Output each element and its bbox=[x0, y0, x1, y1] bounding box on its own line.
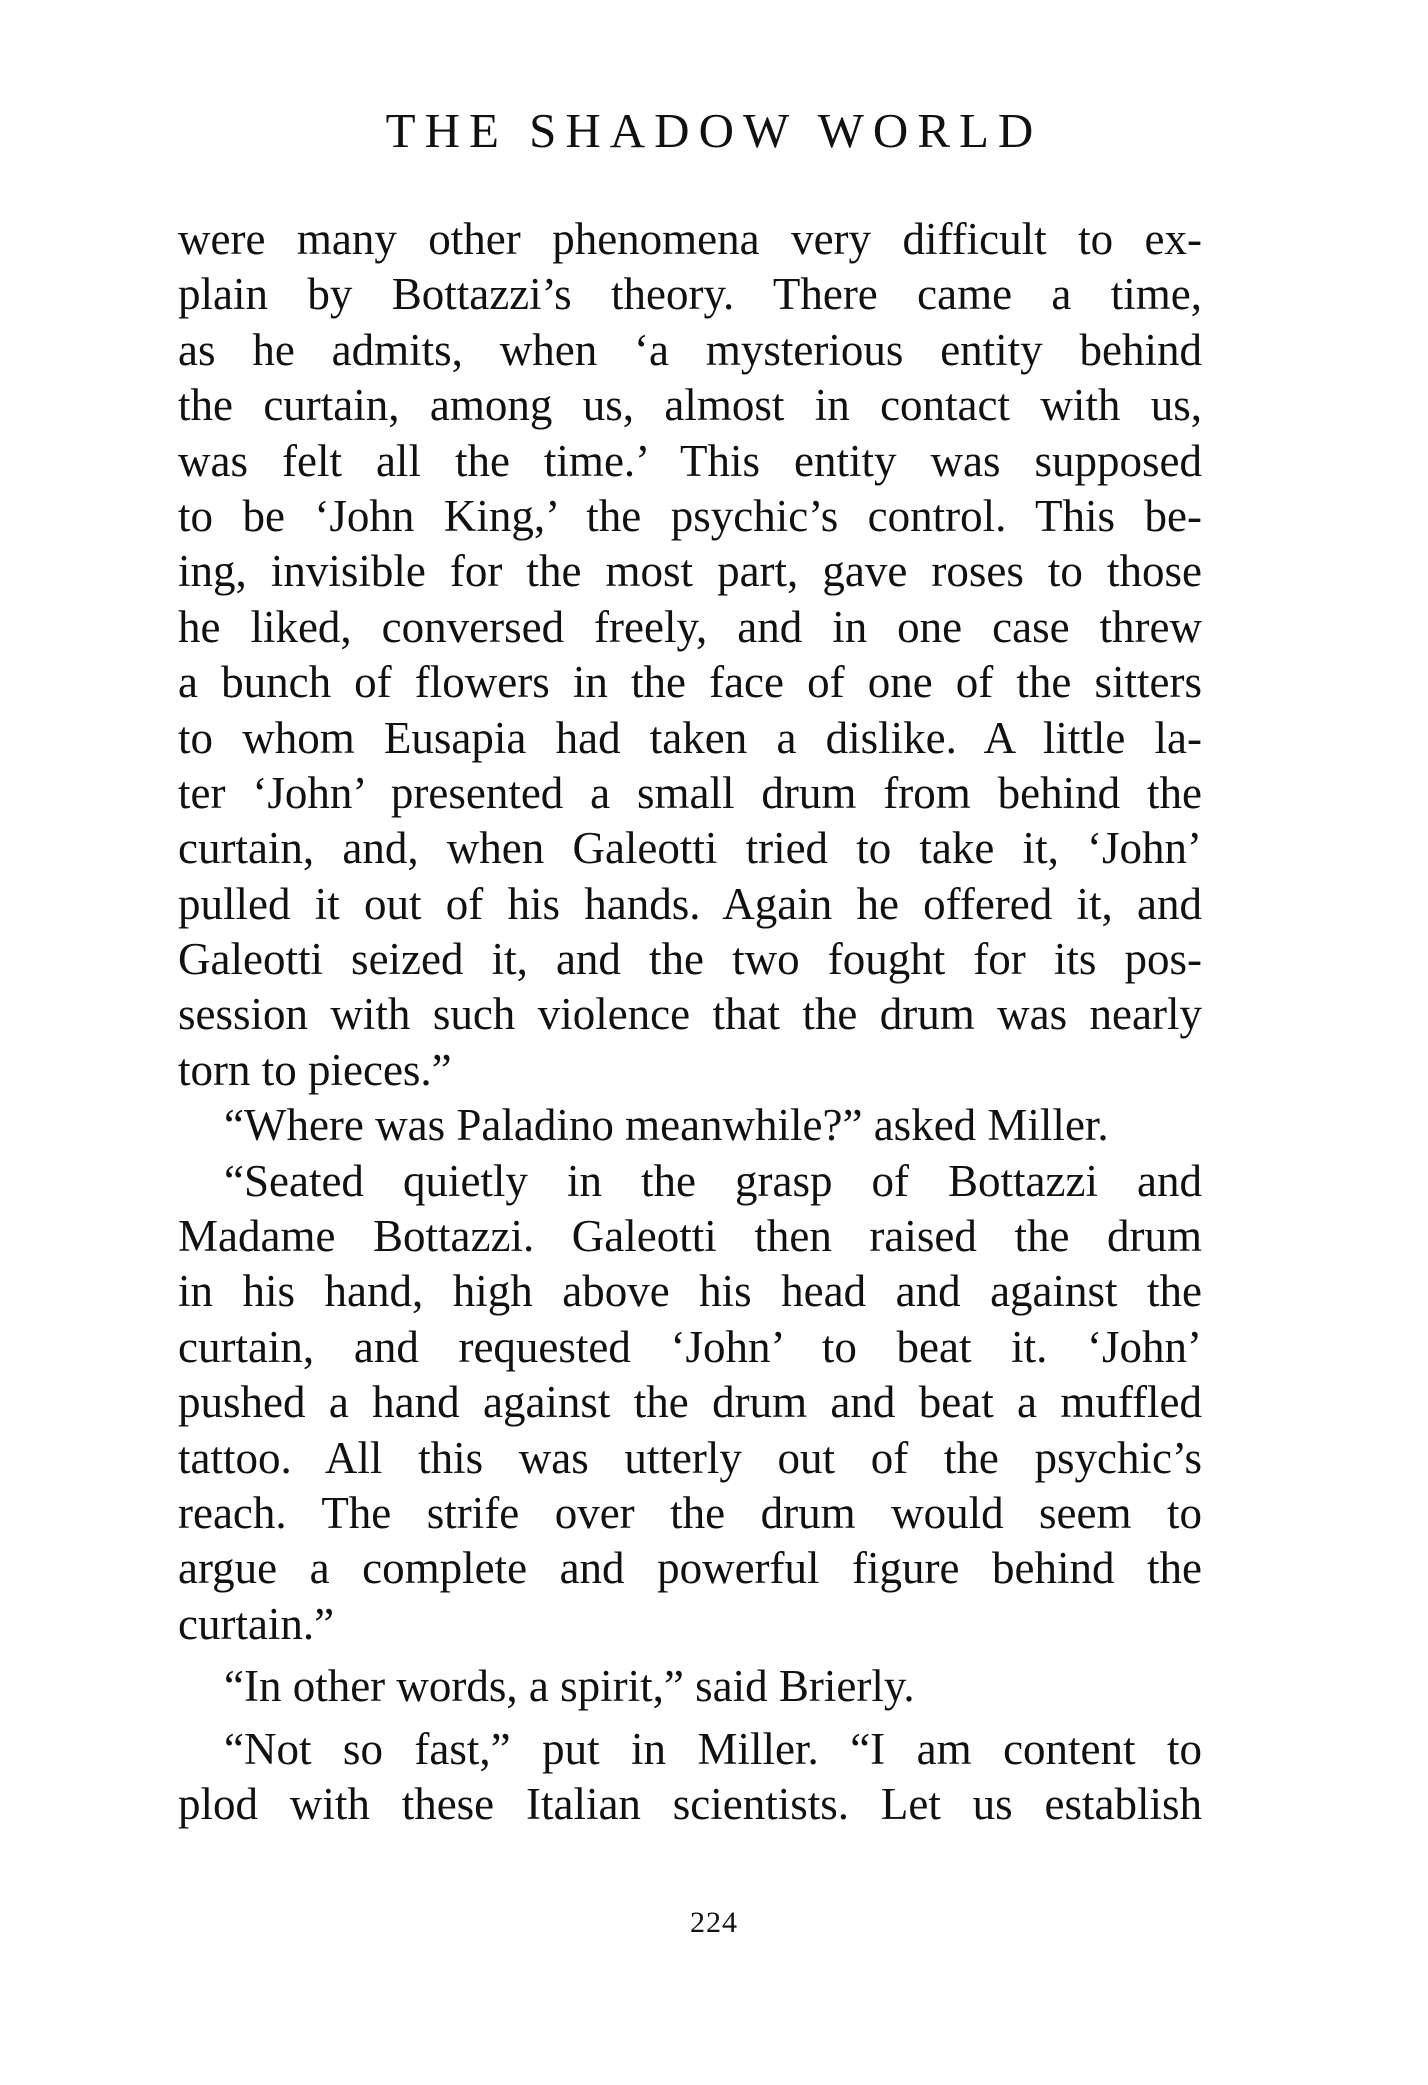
text-line: a bunch of flowers in the face of one of the sitters bbox=[178, 657, 1202, 708]
text-line: Madame Bottazzi. Galeotti then raised the drum bbox=[178, 1211, 1202, 1262]
text-line: curtain, and, when Galeotti tried to take it, ‘John’ bbox=[178, 823, 1202, 874]
text-line: in his hand, high above his head and against the bbox=[178, 1266, 1202, 1317]
text-line: Galeotti seized it, and the two fought for its pos- bbox=[178, 934, 1202, 985]
text-line: argue a complete and powerful figure behind the bbox=[178, 1543, 1202, 1594]
page-number: 224 bbox=[690, 1906, 738, 1939]
text-line: “Where was Paladino meanwhile?” asked Miller. bbox=[224, 1100, 1109, 1151]
text-line: pushed a hand against the drum and beat a muffled bbox=[178, 1377, 1202, 1428]
text-line: plain by Bottazzi’s theory. There came a time, bbox=[178, 269, 1202, 320]
text-line: was felt all the time.’ This entity was supposed bbox=[178, 435, 1202, 486]
text-line: “Not so fast,” put in Miller. “I am content to bbox=[224, 1723, 1202, 1774]
body-text bbox=[178, 212, 1202, 1832]
text-line: ter ‘John’ presented a small drum from behind the bbox=[178, 767, 1202, 818]
text-line: “In other words, a spirit,” said Brierly. bbox=[224, 1661, 915, 1712]
text-line: tattoo. All this was utterly out of the psychic’s bbox=[178, 1432, 1202, 1483]
text-line: to whom Eusapia had taken a dislike. A little la- bbox=[178, 712, 1202, 763]
text-line: curtain.” bbox=[178, 1598, 335, 1649]
text-line: as he admits, when ‘a mysterious entity behind bbox=[178, 324, 1202, 375]
text-line: plod with these Italian scientists. Let us establish bbox=[178, 1778, 1202, 1829]
text-line: the curtain, among us, almost in contact with us, bbox=[178, 380, 1202, 431]
text-line: pulled it out of his hands. Again he offered it, and bbox=[178, 878, 1202, 929]
running-head: THE SHADOW WORLD bbox=[385, 103, 1043, 158]
text-line: to be ‘John King,’ the psychic’s control. This be- bbox=[178, 490, 1202, 541]
text-line: torn to pieces.” bbox=[178, 1044, 452, 1095]
text-line: ing, invisible for the most part, gave roses to those bbox=[178, 546, 1202, 597]
text-line: session with such violence that the drum was nearly bbox=[178, 989, 1202, 1040]
text-line: curtain, and requested ‘John’ to beat it. ‘John’ bbox=[178, 1321, 1202, 1372]
text-line: he liked, conversed freely, and in one case threw bbox=[178, 601, 1202, 652]
text-line: “Seated quietly in the grasp of Bottazzi and bbox=[224, 1155, 1202, 1206]
text-line: were many other phenomena very difficult to ex- bbox=[178, 214, 1202, 264]
text-line: reach. The strife over the drum would seem to bbox=[178, 1487, 1202, 1538]
